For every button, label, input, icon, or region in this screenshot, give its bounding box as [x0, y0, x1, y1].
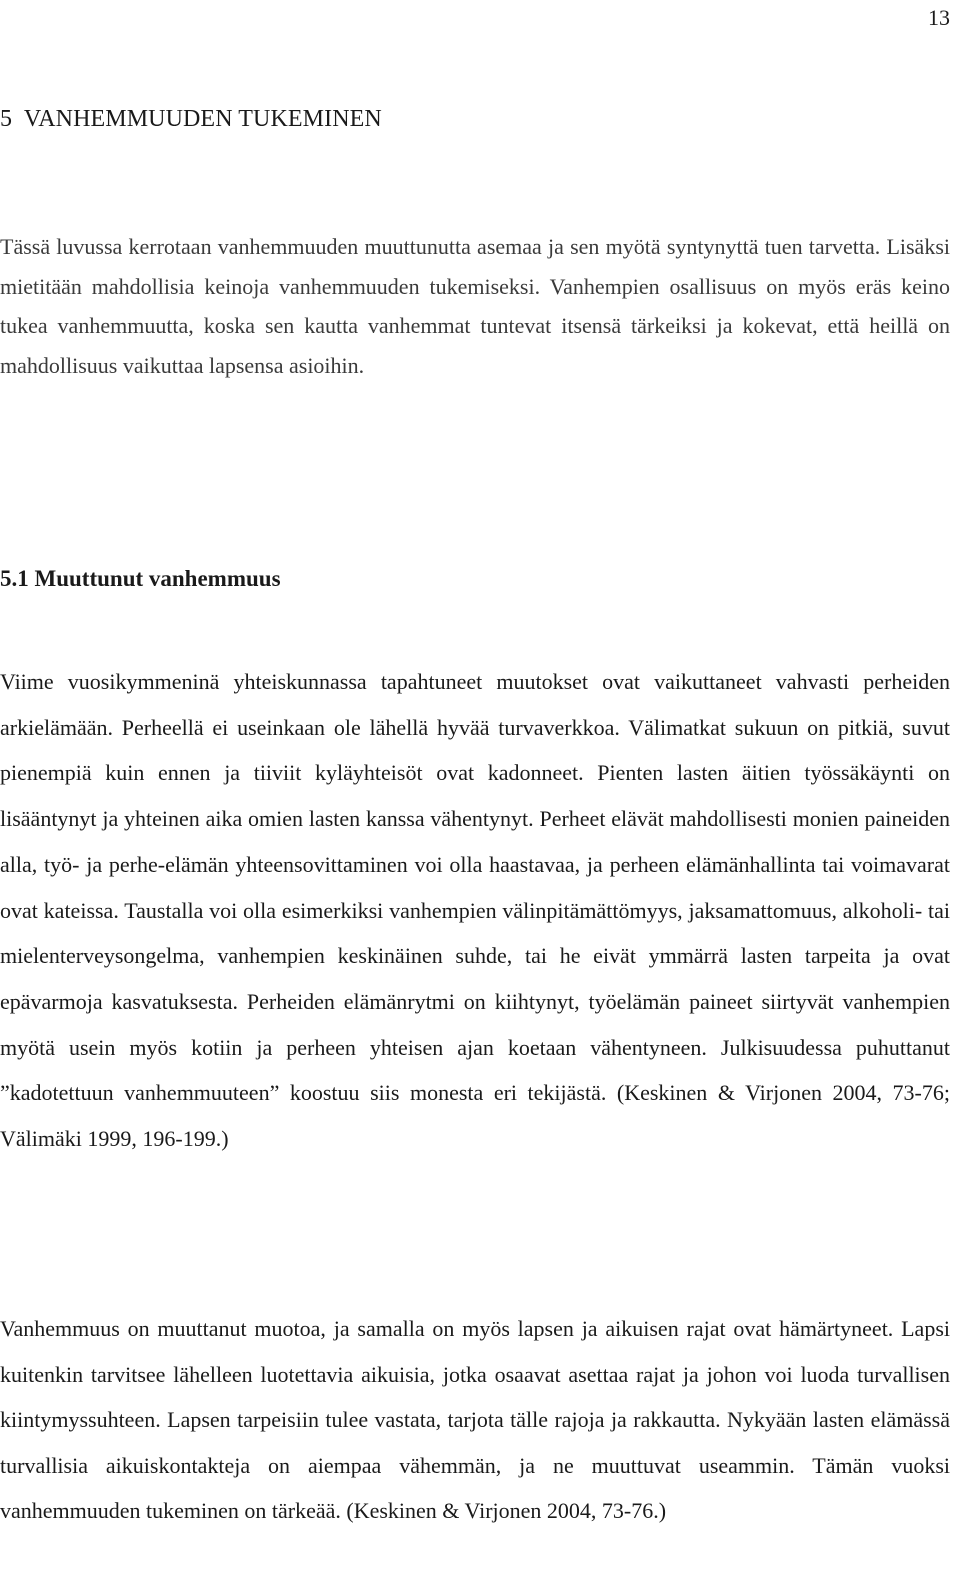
body-paragraph-2: Vanhemmuus on muuttanut muotoa, ja samalla on myös lapsen ja aikuisen rajat ovat hämärtyneet. Lapsi kuitenkin tarvitsee lähelleen luotettavia aikuisia, jotka osaavat asettaa rajat ja johon voi luoda turvallisen kiintymyssuhteen. Lapsen tarpeisiin tulee vastata, tarjota tälle rajoja ja rakkautta. Nykyään lasten elämässä turvallisia aikuiskontakteja on aiempaa vähemmän, ja ne muuttuvat useammin. Tämän vuoksi vanhemmuuden tukeminen on tärkeää. (Keskinen & Virjonen 2004, 73-76.): [0, 1316, 950, 1524]
body-paragraph-1: Viime vuosikymmeninä yhteiskunnassa tapahtuneet muutokset ovat vaikuttaneet vahvasti perheiden arkielämään. Perheellä ei useinkaan ole lähellä hyvää turvaverkkoa. Välimatkat sukuun on pitkiä, suvut pienempiä kuin ennen ja tiiviit kyläyhteisöt ovat kadonneet. Pienten lasten äitien työssäkäynti on lisääntynyt ja yhteinen aika omien lasten kanssa vähentynyt. Perheet elävät mahdollisesti monien paineiden alla, työ- ja perhe-elämän yhteensovittaminen voi olla haastavaa, ja perheen elämänhallinta tai voimavarat ovat kateissa. Taustalla voi olla esimerkiksi vanhempien välinpitämättömyys, jaksamattomuus, alkoholi- tai mielenterveysongelma, vanhempien keskinäinen suhde, tai he eivät ymmärrä lasten tarpeita ja ovat epävarmoja kasvatuksesta. Perheiden elämänrytmi on kiihtynyt, työelämän paineet siirtyvät vanhempien myötä usein myös kotiin ja perheen yhteisen ajan koetaan vähentyneen. Julkisuudessa puhuttanut ”kadotettuun vanhemmuuteen” koostuu siis monesta eri tekijästä. (Keskinen & Virjonen 2004, 73-76; Välimäki 1999, 196-199.): [0, 669, 950, 1152]
intro-paragraph: Tässä luvussa kerrotaan vanhemmuuden muuttunutta asemaa ja sen myötä syntynyttä tuen tarvetta. Lisäksi mietitään mahdollisia keinoja vanhemmuuden tukemiseksi. Vanhempien osallisuus on myös eräs keino tukea vanhemmuutta, koska sen kautta vanhemmat tuntevat itsensä tärkeiksi ja kokevat, että heillä on mahdollisuus vaikuttaa lapsensa asioihin.: [0, 234, 950, 378]
chapter-heading: 5 VANHEMMUUDEN TUKEMINEN: [0, 106, 382, 132]
section-heading: 5.1 Muuttunut vanhemmuus: [0, 566, 281, 591]
page-number: 13: [928, 5, 950, 30]
